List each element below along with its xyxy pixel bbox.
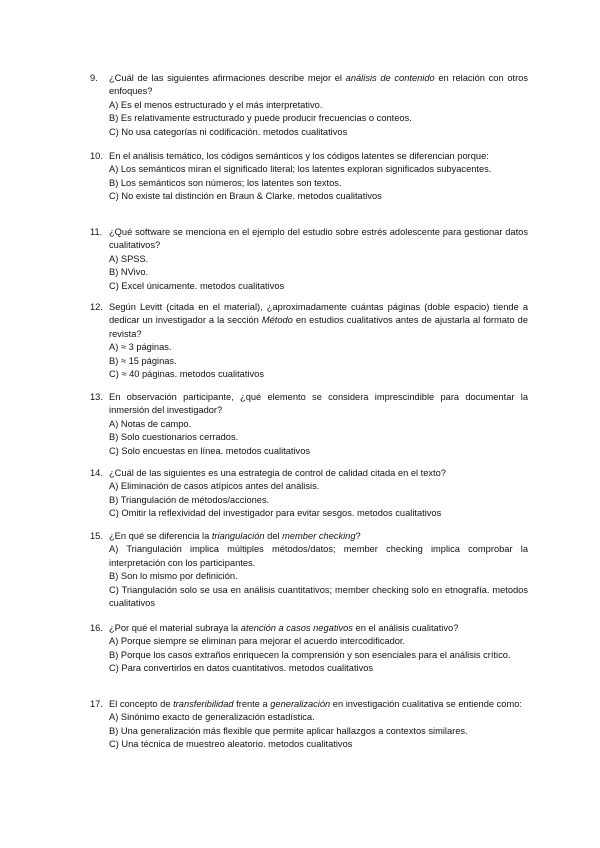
option-b: B) Solo cuestionarios cerrados. — [109, 432, 239, 443]
question-stem — [109, 698, 528, 711]
stem-text: frente a — [233, 699, 271, 709]
option-a: A) ≈ 3 páginas. — [109, 342, 172, 353]
question-number: 15. — [90, 531, 103, 541]
option-b: B) Una generalización más flexible que permite aplicar hallazgos a contextos similares. — [109, 725, 468, 736]
stem-text: ¿Por qué el material subraya la — [109, 623, 241, 633]
question-stem — [109, 72, 528, 99]
question-17 — [90, 698, 528, 752]
question-13 — [90, 391, 528, 458]
option-a: A) Los semánticos miran el significado literal; los latentes exploran significados subyacentes. — [109, 164, 492, 175]
option-b: B) Porque los casos extraños enriquecen la comprensión y son esenciales para el análisis crítico. — [109, 649, 511, 660]
question-number: 11. — [90, 227, 103, 237]
stem-text: El concepto de — [109, 699, 174, 709]
option-c: C) No usa categorías ni codificación. metodos cualitativos — [109, 126, 348, 137]
question-stem — [109, 301, 528, 341]
question-number: 16. — [90, 623, 103, 633]
stem-emphasis: atención a casos negativos — [240, 623, 353, 633]
question-9 — [90, 72, 528, 139]
stem-text: en el análisis cualitativo? — [352, 623, 459, 633]
question-number: 12. — [90, 302, 103, 312]
option-c: C) ≈ 40 páginas. metodos cualitativos — [109, 369, 264, 380]
question-15 — [90, 530, 528, 610]
option-c: C) Excel únicamente. metodos cualitativos — [109, 280, 285, 291]
question-10 — [90, 150, 528, 204]
question-stem — [109, 226, 528, 253]
question-stem — [109, 467, 528, 480]
option-a: A) Notas de campo. — [109, 418, 192, 429]
option-a: A) Eliminación de casos atípicos antes del análisis. — [109, 481, 320, 492]
option-c: C) No existe tal distinción en Braun & Clarke. metodos cualitativos — [109, 191, 382, 202]
stem-emphasis: generalización — [270, 699, 331, 709]
stem-text: ? — [355, 531, 361, 541]
stem-text: Según Levitt (citada en el material), ¿aproximadamente cuántas páginas (doble espacio) tiende a dedicar un investigador a la sección — [109, 302, 528, 326]
option-b: B) Es relativamente estructurado y puede producir frecuencias o conteos. — [109, 113, 412, 124]
option-a: A) SPSS. — [109, 253, 149, 264]
stem-text: en estudios cualitativos antes de ajustarla al formato de revista? — [109, 315, 529, 339]
question-number: 13. — [90, 392, 103, 402]
stem-emphasis: member checking — [282, 531, 356, 541]
stem-text: en investigación cualitativa se entiende como: — [330, 699, 522, 709]
option-b: B) Son lo mismo por definición. — [109, 571, 238, 582]
question-stem — [109, 530, 528, 543]
stem-text: en relación con otros enfoques? — [109, 73, 528, 97]
stem-emphasis: Método — [261, 315, 293, 326]
stem-text: En el análisis temático, los códigos semánticos y los códigos latentes se diferencian porque: — [109, 151, 489, 161]
stem-text: ¿En qué se diferencia la — [109, 531, 212, 541]
question-12 — [90, 301, 528, 381]
option-c: C) Solo encuestas en línea. metodos cualitativos — [109, 445, 311, 456]
stem-emphasis: transferibilidad — [173, 699, 234, 709]
option-b: B) Los semánticos son números; los latentes son textos. — [109, 177, 342, 188]
stem-text: ¿Qué software se menciona en el ejemplo del estudio sobre estrés adolescente para gestionar datos cualitativos? — [109, 227, 528, 251]
question-stem — [109, 150, 528, 163]
stem-text: En observación participante, ¿qué elemento se considera imprescindible para documentar la inmersión del investigador? — [109, 392, 528, 416]
question-stem — [109, 622, 528, 635]
stem-emphasis: triangulación — [211, 531, 265, 541]
option-b: B) Triangulación de métodos/acciones. — [109, 494, 270, 505]
question-number: 10. — [90, 151, 103, 161]
stem-text: ¿Cuál de las siguientes afirmaciones describe mejor el — [109, 73, 346, 83]
stem-text: del — [264, 531, 283, 541]
option-a: A) Porque siempre se eliminan para mejorar el acuerdo intercodificador. — [109, 636, 406, 647]
option-c: C) Una técnica de muestreo aleatorio. metodos cualitativos — [109, 739, 353, 750]
option-a: A) Triangulación implica múltiples métodos/datos; member checking implica comprobar la interpretación con los participantes. — [109, 544, 528, 568]
option-c: C) Triangulación solo se usa en análisis cuantitativos; member checking solo en etnografía. metodos cualitativos — [109, 584, 528, 609]
question-16 — [90, 622, 528, 676]
question-number: 9. — [90, 73, 98, 83]
question-stem — [109, 391, 528, 418]
option-b: B) ≈ 15 páginas. — [109, 355, 177, 366]
question-11 — [90, 226, 528, 293]
option-c: C) Omitir la reflexividad del investigador para evitar sesgos. metodos cualitativos — [109, 508, 442, 519]
option-c: C) Para convertirlos en datos cuantitativos. metodos cualitativos — [109, 663, 374, 674]
question-14 — [90, 467, 528, 521]
option-a: A) Es el menos estructurado y el más interpretativo. — [109, 99, 323, 110]
question-number: 17. — [90, 699, 103, 709]
stem-text: ¿Cuál de las siguientes es una estrategia de control de calidad citada en el texto? — [109, 468, 446, 478]
stem-emphasis: análisis de contenido — [345, 73, 435, 83]
option-a: A) Sinónimo exacto de generalización estadística. — [109, 712, 315, 723]
option-b: B) NVivo. — [109, 267, 149, 278]
question-number: 14. — [90, 468, 103, 478]
